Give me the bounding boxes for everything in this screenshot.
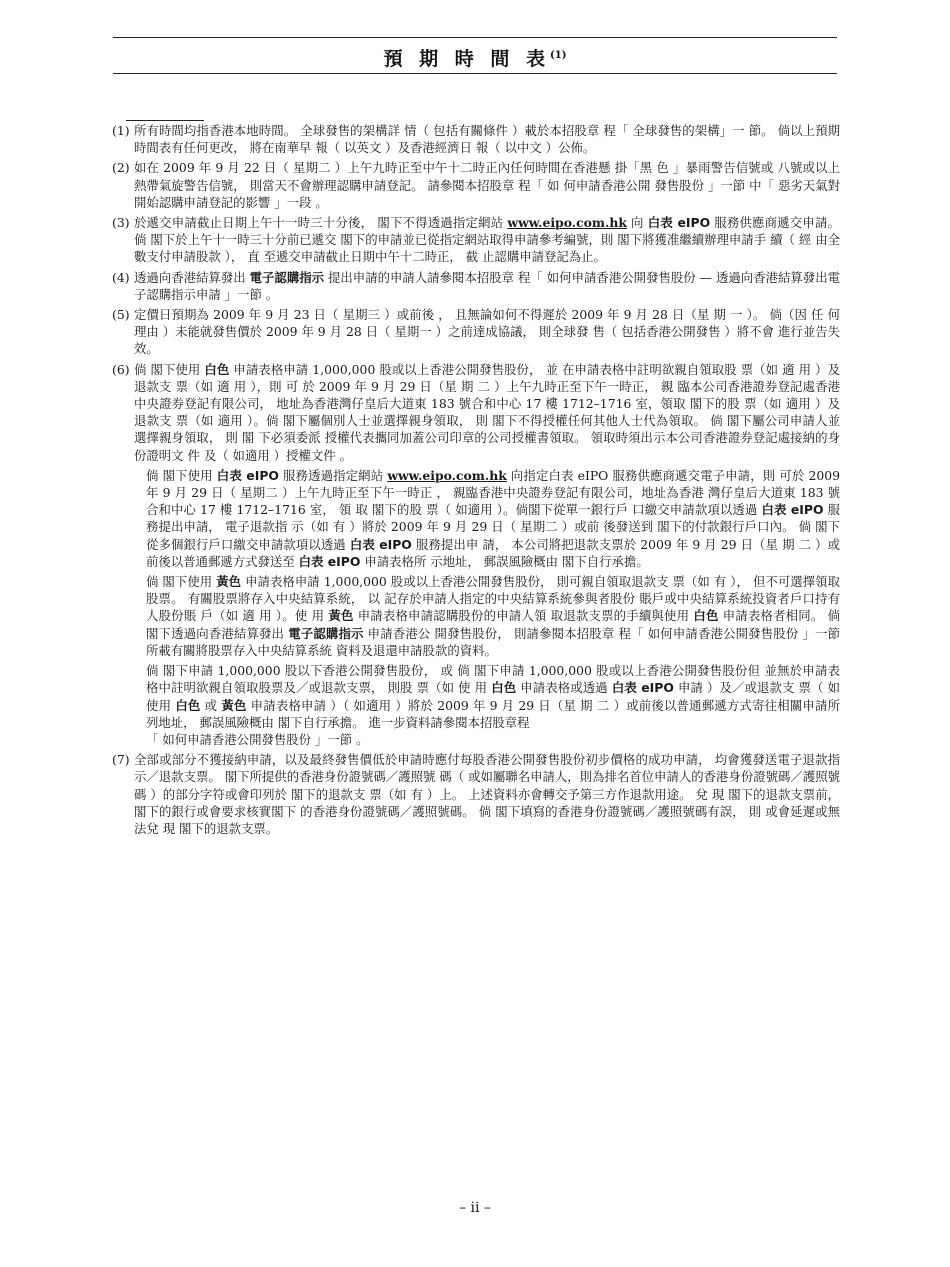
footnote-1: [112, 122, 840, 156]
footnote-text: 倘 閣下使用: [146, 574, 217, 590]
footnote-text: 申請 ）及／或退款支 票（ 如使用: [146, 680, 840, 713]
footnote-text: 申請表格者相同。 倘 閣下透過向香港結算發出: [146, 608, 840, 641]
header-top-rule: [113, 37, 837, 38]
white-form-eipo-term: 白表 eIPO: [349, 536, 412, 552]
footnotes: [112, 122, 840, 840]
white-form-term: 白色: [693, 608, 719, 624]
yellow-form-term: 黃色: [328, 608, 354, 624]
footnote-6: [112, 361, 840, 748]
footnote-text: 申請表格或透過: [516, 680, 612, 696]
electronic-application-term: 電子認購指示: [288, 625, 364, 641]
white-form-term: 白色: [204, 361, 230, 377]
footnote-text: 或: [200, 697, 222, 713]
footnote-number: (4): [112, 269, 130, 285]
footnote-6-para-1: [134, 361, 840, 464]
footnote-6-para-4: [134, 662, 840, 748]
footnote-number: (7): [112, 752, 130, 768]
footnote-text: 所有時間均指香港本地時間。 全球發售的架構詳 情（ 包括有關條件 ）載於本招股章 程「 全球發售的架構」一 節。 倘以上預期時間表有任何更改， 將在南華早 報（ 以英文 ）及香港經濟日 報（ 以中文 ）公佈。: [134, 123, 840, 156]
footnote-text: 倘 閣下使用: [134, 361, 205, 377]
white-form-eipo-term: 白表 eIPO: [216, 467, 279, 483]
white-form-term: 白色: [175, 697, 201, 713]
footnote-text: 倘 閣下申請 1,000,000 股以下香港公開發售股份， 或 倘 閣下申請 1,000,000 股或以上香港公開發售股份但 並無於申請表格中註明欲親自領取股票及／或退款支票， 則股 票（如 使 用: [146, 663, 840, 696]
footnote-2: [112, 159, 840, 211]
footnote-text: 透過向香港結算發出: [134, 269, 250, 285]
footnote-text: 申請表格所 示地址， 郵誤風險概由 閣下自行承擔。: [360, 553, 649, 569]
footnote-text: 申請表格申請認購股份的申請人領 取退款支票的手續與使用: [353, 608, 694, 624]
footnote-text: 全部或部分不獲接納申請，以及最終發售價低於申請時應付每股香港公開發售股份初步價格的成功申請， 均會獲發送電子退款指示／退款支票。 閣下所提供的香港身份證號碼／護照號 碼（ 或如屬聯名申請人，則為排名首位申請人的香港身份證號碼／護照號碼 ）的部分字符或會印列於 閣下的退款支 票（如 有 ）上。 上述資料亦會轉交予第三方作退款用途。 兌 現 閣下的退款支票前， 閣下的銀行或會要求核實閣下 的香港身份證號碼／護照號碼。 倘 閣下填寫的香港身份證號碼／護照號碼有誤， 則 或會延遲或無法兌 現 閣下的退款支票。: [134, 752, 840, 836]
white-form-eipo-term: 白表 eIPO: [761, 502, 824, 518]
header-bottom-rule: [113, 73, 837, 74]
page-title: [113, 44, 837, 71]
footnote-text: 服務透過指定網站: [278, 467, 388, 483]
footnote-text: 定價日預期為 2009 年 9 月 23 日（ 星期三 ）或前後 ， 且無論如何不得遲於 2009 年 9 月 28 日（星 期 一 ）。 倘（因 任 何理由 ）未能就發售價於 2009 年 9 月 28 日（ 星期一 ）之前達成協議， 則全球發 售（ 包括香港公開發售 ）將不會 進行並告失效。: [134, 307, 840, 357]
footnote-number: (2): [112, 160, 130, 176]
white-form-eipo-term: 白表 eIPO: [647, 215, 711, 231]
footnote-text: 於遞交申請截止日期上午十一時三十分後， 閣下不得透過指定網站: [134, 215, 508, 231]
page-title-text: 預 期 時 間 表: [383, 48, 551, 70]
footnote-3: [112, 214, 840, 266]
footnote-4: [112, 269, 840, 303]
footnote-text: 申請表格申請 1,000,000 股或以上香港公開發售股份， 並 在申請表格中註明欲親自領取股 票（如 適 用 ）及退款支 票（如 適 用 ），則 可 於 2009 年 9 月 29 日（星 期 二 ）上午九時正至下午一時正， 親 臨本公司香港證券登記處香港中央證券登記有限公司， 地址為香港灣仔皇后大道東 183 號合和中心 17 樓 1712–1716 室，領取 閣下的股 票（如 適用 ）及退款支 票（如 適用 ）。倘 閣下屬個別人士並選擇親身領取， 則 閣下不得授權任何其他人士代為領取。 倘 閣下屬公司申請人並選擇親身領取， 則 閣 下必須委派 授權代表攜同加蓋公司印章的公司授權書領取。 領取時須出示本公司香港證券登記處接納的身份證明文 件 及（ 如適用 ）授權文件 。: [134, 361, 840, 463]
footnote-text: 向指定白表 eIPO 服務供應商遞交電子申請，則 可於 2009 年 9 月 29 日（ 星期二 ）上午九時正至下午一時正 ， 親臨香港中央證券登記有限公司，地址為香港 灣仔皇后大道東 183 號合和中心 17 樓 1712–1716 室， 領 取 閣下的股 票（ 如適用 ）。倘閣下從單一銀行戶 口繳交申請款項以透過: [146, 467, 840, 518]
footnote-text: 向: [626, 215, 648, 231]
footnote-number: (6): [112, 361, 130, 377]
footnote-text: 服務提出申請， 電子退款指 示（如 有 ）將於 2009 年 9 月 29 日（ 星期二 ）或前 後發送到 閣下的付款銀行戶口內。 倘 閣下從多個銀行戶口繳交申請款項以透過: [146, 502, 840, 552]
footnote-number: (3): [112, 215, 130, 231]
footnote-number: (1): [112, 123, 130, 138]
eipo-website-link[interactable]: www.eipo.com.hk: [387, 467, 507, 483]
eipo-website-link[interactable]: www.eipo.com.hk: [507, 215, 627, 231]
page-number: – ii –: [459, 1200, 491, 1216]
white-form-eipo-term: 白表 eIPO: [611, 680, 674, 696]
footnote-6-para-3: [134, 573, 840, 659]
white-form-term: 白色: [491, 680, 517, 696]
footnote-number: (5): [112, 307, 130, 323]
title-footnote-marker: (1): [550, 50, 567, 61]
footnote-text: 服務提出申 請， 本公司將把退款支票於 2009 年 9 月 29 日（星 期 二 ）或前後以普通郵遞方式發送至: [146, 536, 840, 569]
footnote-text: 如在 2009 年 9 月 22 日（ 星期二 ）上午九時正至中午十二時正內任何時間在香港懸 掛「黑 色 」暴雨警告信號或 八號或以上熱帶氣旋警告信號， 則當天不會辦理認購申請登記。 請參閱本招股章 程「 如 何申請香港公開 發售股份 」一節 中「 惡劣天氣對開始認購申請登記的影響 」一段 。: [134, 160, 840, 210]
footnote-text: 申請表格申請 ）（ 如適用 ）將於 2009 年 9 月 29 日（星 期 二 ）或前後以普通郵遞方式寄往相關申請所列地址， 郵誤風險概由 閣下自行承擔。 進一步資料請參閱本招股章程: [146, 697, 840, 730]
footnote-text: 倘 閣下使用: [146, 467, 217, 483]
footnote-text: 提出申請的申請人請參閱本招股章 程「 如何申請香港公開發售股份 — 透過向香港結算發出電子認購指示申請 」一節 。: [134, 269, 840, 302]
footnote-text: 「 如何申請香港公開發售股份 」一節 。: [146, 731, 369, 747]
footnote-text: 申請表格申請 1,000,000 股或以上香港公開發售股份， 則可親自領取退款支 票（如 有 ）， 但不可選擇領取股票。 有關股票將存入中央結算系統， 以 記存於申請人指定的中央結算系統參與者股份 賬戶或中央結算系統投資者戶口持有人股份賬 戶（如 適 用 ）。使 用: [146, 574, 840, 624]
yellow-form-term: 黃色: [221, 697, 247, 713]
footnote-5: [112, 306, 840, 358]
footnote-text: 服務供應商遞交申請。倘 閣下於上午十一時三十分前已遞交 閣下的申請並已從指定網站取得申請參考編號，則 閣下將獲准繼續辦理申請手 續（ 經 由全數支付申請股款 ）， 直 至遞交申請截止日期中午十二時正， 截 止認購申請登記為止。: [134, 215, 840, 265]
footnote-6-para-2: [134, 467, 840, 570]
footnote-text: 申請香港公 開發售股份， 則請參閱本招股章 程「 如何申請香港公開發售股份 」一節所載有關將股票存入中央結算系統 資料及退還申請股款的資料。: [146, 625, 840, 658]
footnote-separator: [126, 120, 204, 121]
electronic-application-term: 電子認購指示: [249, 269, 325, 285]
yellow-form-term: 黃色: [216, 574, 242, 590]
footnote-7: [112, 751, 840, 837]
white-form-eipo-term: 白表 eIPO: [298, 553, 361, 569]
